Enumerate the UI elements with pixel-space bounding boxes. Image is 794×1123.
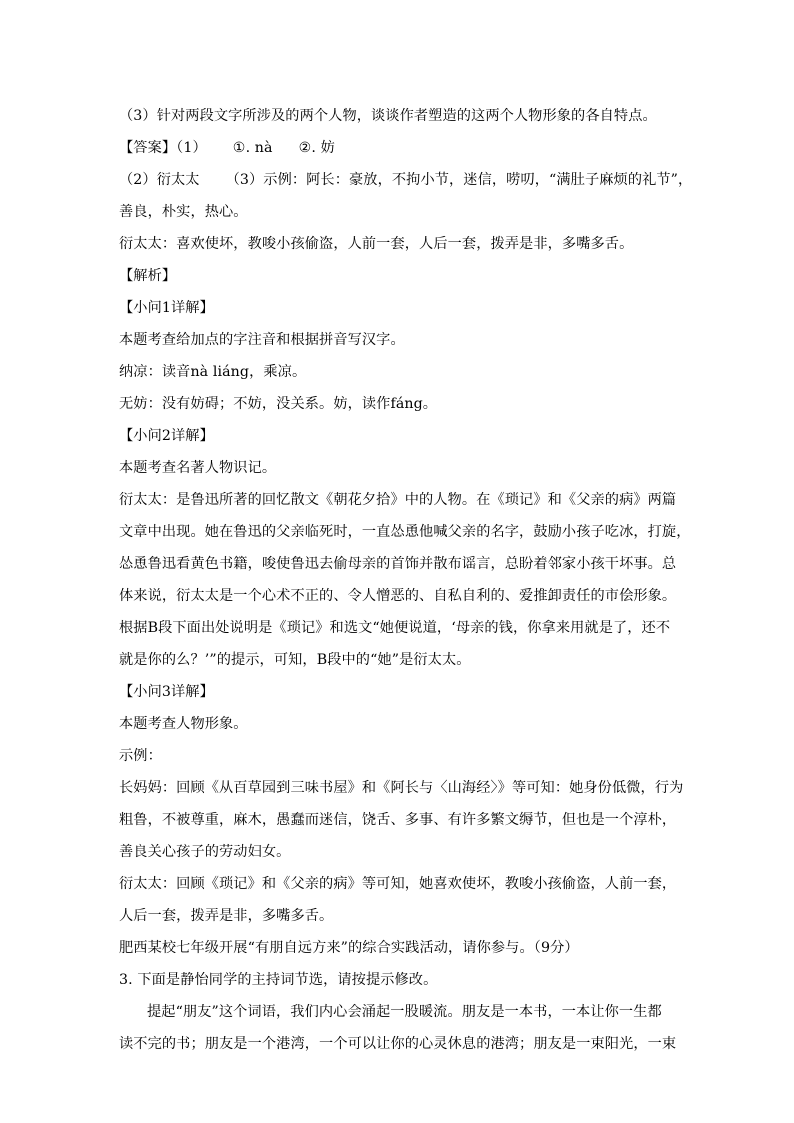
sub-question-3-line: 示例： <box>119 748 162 764</box>
sub-question-3-line: 人后一套，拨弄是非，多嘴多舌。 <box>119 908 334 924</box>
sub-question-3-line: 衍太太：回顾《琐记》和《父亲的病》等可知，她喜欢使坏，教唆小孩偷盗，人前一套， <box>119 876 677 892</box>
question-3-title: 3. 下面是静怡同学的主持词节选，请按提示修改。 <box>119 972 438 988</box>
answer-item-1: ①. nà <box>232 140 273 156</box>
sub-question-2-line: 怂恿鲁迅看黄色书籍，唆使鲁迅去偷母亲的首饰并散布谣言，总盼着邻家小孩干坏事。总 <box>119 556 677 572</box>
sub-question-1-title: 【小问1详解】 <box>119 300 214 316</box>
answer-line-3: 善良，朴实，热心。 <box>119 204 248 220</box>
sub-question-2-line: 就是你的么？’”的提示，可知，B段中的“她”是衍太太。 <box>119 652 471 668</box>
sub-question-1-line: 纳凉：读音nà liáng，乘凉。 <box>119 364 307 380</box>
host-speech-line: 提起“朋友”这个词语，我们内心会涌起一股暖流。朋友是一本书，一本让你一生都 <box>147 1004 662 1020</box>
answer-item-2: ②. 妨 <box>298 140 335 156</box>
sub-question-3-line: 粗鲁，不被尊重，麻木，愚蠢而迷信，饶舌、多事、有许多繁文缛节，但也是一个淳朴， <box>119 812 677 828</box>
sub-question-3-line: 善良关心孩子的劳动妇女。 <box>119 844 291 860</box>
answer-yantaitai: 衍太太：喜欢使坏，教唆小孩偷盗，人前一套，人后一套，拨弄是非，多嘴多舌。 <box>119 236 634 252</box>
analysis-label: 【解析】 <box>119 268 177 284</box>
host-speech-line: 读不完的书；朋友是一个港湾，一个可以让你的心灵休息的港湾；朋友是一束阳光，一束 <box>119 1036 677 1052</box>
question-3-prompt: （3）针对两段文字所涉及的两个人物，谈谈作者塑造的这两个人物形象的各自特点。 <box>119 108 657 124</box>
sub-question-3-title: 【小问3详解】 <box>119 684 214 700</box>
sub-question-3-line: 本题考查人物形象。 <box>119 716 248 732</box>
answer-label: 【答案】（1） <box>119 140 207 156</box>
sub-question-2-line: 根据B段下面出处说明是《琐记》和选文“她便说道，‘母亲的钱，你拿来用就是了，还不 <box>119 620 671 636</box>
answer-line-1 <box>119 132 679 164</box>
sub-question-2-title: 【小问2详解】 <box>119 428 214 444</box>
answer-item-3-rest: （3）示例：阿长：豪放，不拘小节，迷信，唠叨，“满肚子麻烦的礼节”， <box>225 172 693 188</box>
sub-question-2-line: 文章中出现。她在鲁迅的父亲临死时，一直怂恿他喊父亲的名字，鼓励小孩子吃冰，打旋， <box>119 524 691 540</box>
sub-question-2-line: 衍太太：是鲁迅所著的回忆散文《朝花夕拾》中的人物。在《琐记》和《父亲的病》两篇 <box>119 492 677 508</box>
answer-line-2 <box>119 164 693 196</box>
sub-question-1-line: 本题考查给加点的字注音和根据拼音写汉字。 <box>119 332 405 348</box>
activity-intro: 肥西某校七年级开展“有朋自远方来”的综合实践活动，请你参与。（9分） <box>119 940 579 956</box>
answer-item-3-prefix: （2）衍太太 <box>119 172 200 188</box>
sub-question-2-line: 体来说，衍太太是一个心术不正的、令人憎恶的、自私自利的、爱推卸责任的市侩形象。 <box>119 588 677 604</box>
document-content <box>119 100 693 1060</box>
sub-question-1-line: 无妨：没有妨碍；不妨，没关系。妨，读作fáng。 <box>119 396 438 412</box>
sub-question-2-line: 本题考查名著人物识记。 <box>119 460 277 476</box>
sub-question-3-line: 长妈妈：回顾《从百草园到三味书屋》和《阿长与〈山海经〉》等可知：她身份低微，行为 <box>119 780 684 796</box>
